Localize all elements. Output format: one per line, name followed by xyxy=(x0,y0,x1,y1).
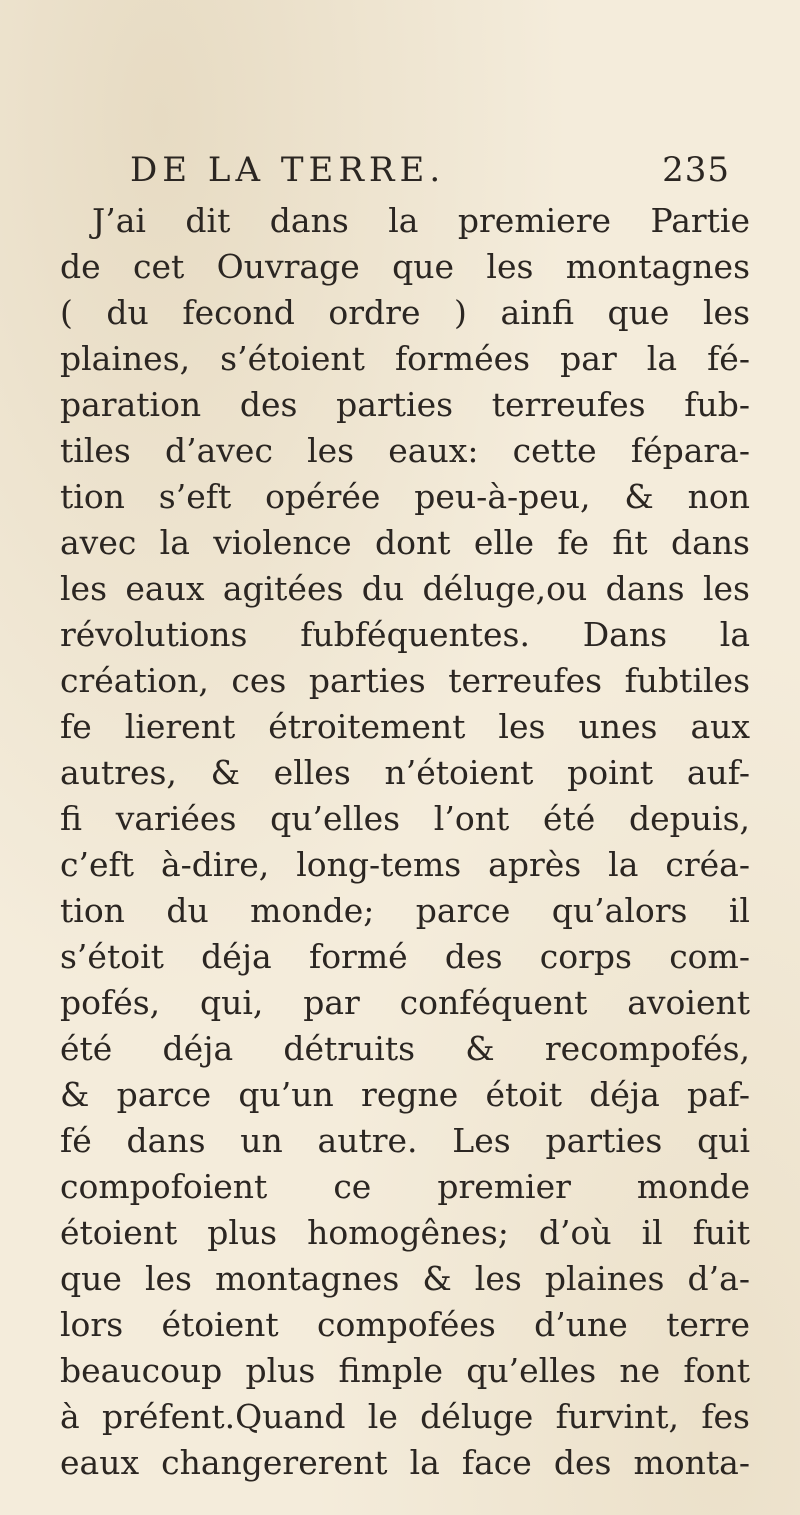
text-line: lors étoient compofées d’une terre xyxy=(60,1305,750,1344)
text-line: avec la violence dont elle fe fit dans xyxy=(60,523,750,562)
text-line: c’eft à-dire, long-tems après la créa- xyxy=(60,845,750,884)
text-line: fé dans un autre. Les parties qui xyxy=(60,1121,750,1160)
text-line: s’étoit déja formé des corps com- xyxy=(60,937,750,976)
text-line: plaines, s’étoient formées par la fé- xyxy=(60,339,750,378)
text-line: révolutions fubféquentes. Dans la xyxy=(60,615,750,654)
text-line: étoient plus homogênes; d’où il fuit xyxy=(60,1213,750,1252)
page-header xyxy=(130,150,730,200)
text-line: eaux changererent la face des monta- xyxy=(60,1443,750,1482)
text-line: autres, & elles n’étoient point auf- xyxy=(60,753,750,792)
text-line: pofés, qui, par conféquent avoient xyxy=(60,983,750,1022)
page-number: 235 xyxy=(662,150,730,190)
text-line: tion s’eft opérée peu-à-peu, & non xyxy=(60,477,750,516)
text-line: été déja détruits & recompofés, xyxy=(60,1029,750,1068)
text-line: de cet Ouvrage que les montagnes xyxy=(60,247,750,286)
text-line: tion du monde; parce qu’alors il xyxy=(60,891,750,930)
text-line: que les montagnes & les plaines d’a- xyxy=(60,1259,750,1298)
text-line: ( du fecond ordre ) ainfi que les xyxy=(60,293,750,332)
text-line: tiles d’avec les eaux: cette fépara- xyxy=(60,431,750,470)
running-title: DE LA TERRE. xyxy=(130,150,446,190)
text-line: paration des parties terreufes fub- xyxy=(60,385,750,424)
text-line: & parce qu’un regne étoit déja paf- xyxy=(60,1075,750,1114)
text-line: les eaux agitées du déluge,ou dans les xyxy=(60,569,750,608)
text-line: J’ai dit dans la premiere Partie xyxy=(92,201,750,240)
text-line: compofoient ce premier monde xyxy=(60,1167,750,1206)
text-line: fe lierent étroitement les unes aux xyxy=(60,707,750,746)
text-line: fi variées qu’elles l’ont été depuis, xyxy=(60,799,750,838)
text-line: à préfent.Quand le déluge furvint, fes xyxy=(60,1397,750,1436)
text-block xyxy=(60,198,750,1486)
text-line: beaucoup plus fimple qu’elles ne font xyxy=(60,1351,750,1390)
text-line: création, ces parties terreufes fubtiles xyxy=(60,661,750,700)
